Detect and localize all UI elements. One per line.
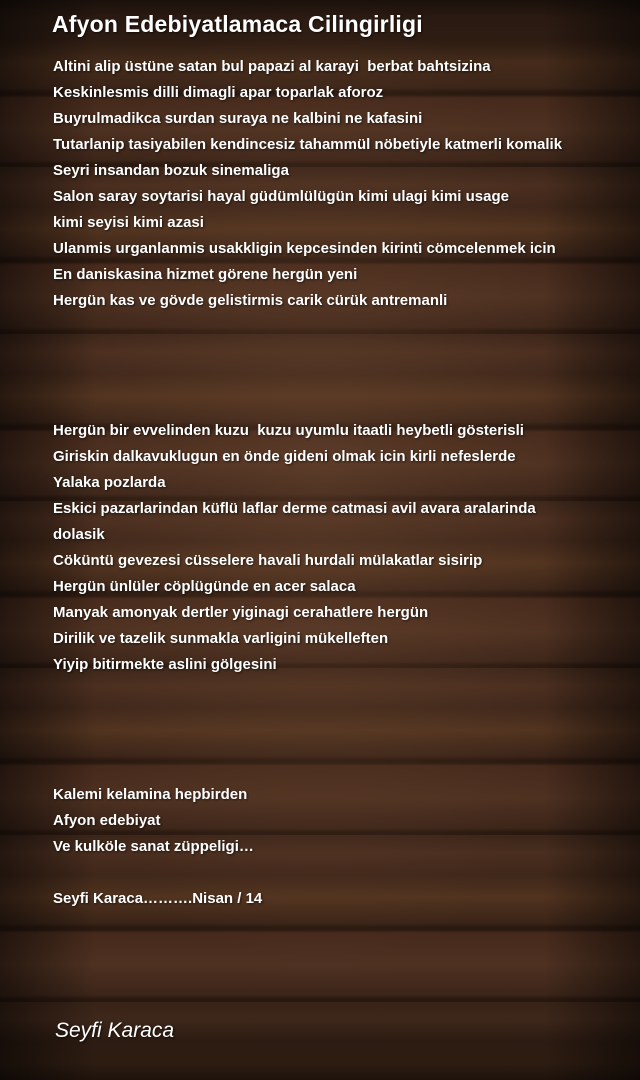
author-name: Seyfi Karaca <box>55 1019 175 1042</box>
stanza-gap <box>53 756 613 782</box>
poem-line: Altini alip üstüne satan bul papazi al karayi berbat bahtsizina <box>53 58 491 75</box>
poem-line: Giriskin dalkavuklugun en önde gideni olmak icin kirli nefeslerde <box>53 448 516 465</box>
stanza-gap <box>53 860 613 886</box>
poem-line: Buyrulmadikca surdan suraya ne kalbini ne kafasini <box>53 110 423 127</box>
stanza-gap <box>53 366 613 392</box>
poem-line: En daniskasina hizmet görene hergün yeni <box>53 266 358 283</box>
poem-line: Tutarlanip tasiyabilen kendincesiz tahammül nöbetiyle katmerli komalik <box>53 136 563 153</box>
poem-line: Hergün bir evvelinden kuzu kuzu uyumlu itaatli heybetli gösterisli <box>53 422 524 439</box>
poem-line: Afyon edebiyat <box>53 812 161 829</box>
poem-line: Yalaka pozlarda <box>53 474 166 491</box>
poem-line: dolasik <box>53 526 105 543</box>
poem-line: Keskinlesmis dilli dimagli apar toparlak aforoz <box>53 84 384 101</box>
poem-line: Ulanmis urganlanmis usakkligin kepcesinden kirinti cömcelenmek icin <box>53 240 556 257</box>
stanza-gap <box>53 730 613 756</box>
poem-line: Yiyip bitirmekte aslini gölgesini <box>53 656 277 673</box>
poem-line: Manyak amonyak dertler yiginagi cerahatlere hergün <box>53 604 429 621</box>
poem-line: Salon saray soytarisi hayal güdümlülügün kimi ulagi kimi usage <box>53 188 509 205</box>
poem-title: Afyon Edebiyatlamaca Cilingirligi <box>52 11 423 37</box>
poem-line: Cöküntü gevezesi cüsselere havali hurdali mülakatlar sisirip <box>53 552 483 569</box>
poem-body <box>53 54 613 912</box>
poem-line: Hergün ünlüler cöplügünde en acer salaca <box>53 578 356 595</box>
stanza-gap <box>53 340 613 366</box>
poem-line: Hergün kas ve gövde gelistirmis carik cürük antremanli <box>53 292 448 309</box>
poem-line: Dirilik ve tazelik sunmakla varligini mükelleften <box>53 630 389 647</box>
poem-line: Ve kulköle sanat züppeligi… <box>53 838 254 855</box>
poem-line: Seyri insandan bozuk sinemaliga <box>53 162 289 179</box>
poem-line: kimi seyisi kimi azasi <box>53 214 204 231</box>
poem-line: Kalemi kelamina hepbirden <box>53 786 248 803</box>
poem-line: Eskici pazarlarindan küflü laflar derme catmasi avil avara aralarinda <box>53 500 536 517</box>
stanza-gap <box>53 704 613 730</box>
stanza-gap <box>53 392 613 418</box>
stanza-gap <box>53 314 613 340</box>
poem-signature-line: Seyfi Karaca……….Nisan / 14 <box>53 890 263 907</box>
stanza-gap <box>53 678 613 704</box>
